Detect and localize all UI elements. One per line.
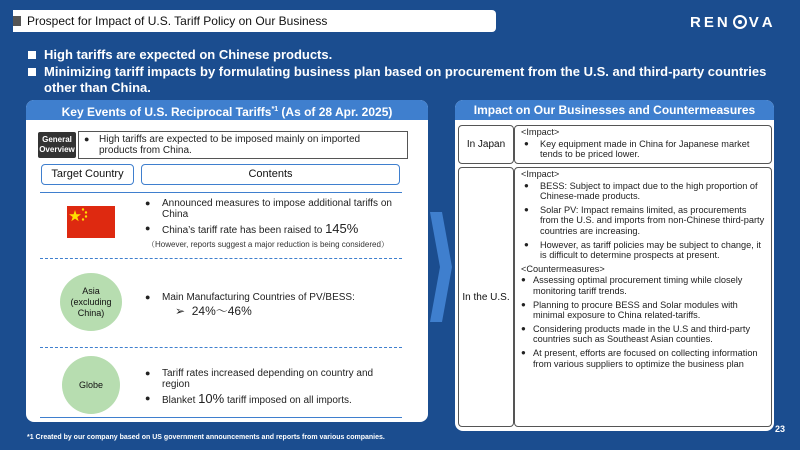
divider — [40, 417, 402, 418]
dashed-divider — [40, 347, 402, 348]
summary-bullets — [27, 47, 787, 97]
impact-header: Impact on Our Businesses and Countermeasures — [455, 100, 774, 120]
general-overview-label: General Overview — [38, 132, 76, 158]
summary-bullet: Minimizing tariff impacts by formulating business plan based on procurement from the U.S. and third-party countries other than China. — [27, 64, 787, 96]
renova-logo: R E N V A — [690, 13, 776, 31]
japan-label: In Japan — [458, 125, 514, 164]
page-number: 23 — [775, 424, 786, 434]
summary-bullet: High tariffs are expected on Chinese products. — [27, 47, 787, 63]
china-flag-icon — [67, 206, 115, 238]
footnote: *1 Created by our company based on US government announcements and reports from various companies. — [27, 434, 385, 441]
asia-contents — [145, 292, 403, 317]
slide-title: Prospect for Impact of U.S. Tariff Policy on Our Business — [27, 14, 328, 28]
arrow-icon: ➢ — [175, 304, 186, 318]
list-item: ● Planning to procure BESS and Solar modules with minimal exposure to China related-tariffs. — [521, 300, 766, 321]
title-accent — [13, 16, 21, 26]
japan-content — [514, 125, 772, 164]
general-overview-text: ● High tariffs are expected to be imposed mainly on imported products from China. — [78, 131, 408, 159]
target-country-header: Target Country — [41, 164, 134, 185]
us-label: In the U.S. — [458, 167, 514, 427]
globe-tariff-value: 10% — [198, 391, 225, 406]
chevron-right-icon — [430, 212, 452, 322]
list-item: ● Considering products made in the U.S and third-party countries such as Southeast Asian counties. — [521, 324, 766, 345]
list-item: ● Announced measures to impose additional tariffs on China — [145, 198, 403, 220]
asia-range: ➢ 24%～46% — [175, 304, 252, 318]
list-item: ● Main Manufacturing Countries of PV/BESS: — [145, 292, 403, 303]
list-item: ● At present, efforts are focused on collecting information from various suppliers to optimize the business plan — [521, 348, 766, 369]
us-countermeasures-header: <Countermeasures> — [521, 263, 605, 274]
list-item: ● China’s tariff rate has been raised to 145% — [145, 223, 403, 236]
china-note: （However, reports suggest a major reduction is being considered） — [147, 240, 389, 249]
logo-o-icon — [732, 14, 748, 30]
us-impact-header: <Impact> — [521, 169, 560, 179]
dashed-divider — [40, 258, 402, 259]
list-item: ● Blanket 10% tariff imposed on all imports. — [145, 393, 403, 406]
list-item: ● Tariff rates increased depending on country and region — [145, 368, 403, 390]
contents-header: Contents — [141, 164, 400, 185]
china-tariff-value: 145% — [325, 221, 359, 236]
slide-title-bar — [13, 10, 496, 32]
list-item: ● Assessing optimal procurement timing while closely monitoring tariff trends. — [521, 275, 766, 296]
list-item: ● Solar PV: Impact remains limited, as procurements from the U.S. and imports from non-Chinese third-party countries are increasing. — [521, 205, 766, 237]
list-item: ● However, as tariff policies may be subject to change, it is difficult to determine prospects at present. — [521, 240, 766, 261]
china-contents — [145, 198, 403, 250]
list-item: ● BESS: Subject to impact due to the high proportion of Chinese-made products. — [521, 181, 766, 202]
globe-contents — [145, 368, 403, 409]
key-events-header: Key Events of U.S. Reciprocal Tariffs$^{*1}$ (As of 28 Apr. 2025) — [26, 100, 428, 120]
asia-circle: Asia (excluding China) — [60, 273, 122, 331]
globe-circle: Globe — [62, 356, 120, 414]
japan-impact-header: <Impact> — [521, 127, 560, 137]
list-item: ● Key equipment made in China for Japanese market tends to be priced lower. — [521, 139, 766, 160]
us-content — [514, 167, 772, 427]
divider — [40, 192, 402, 193]
